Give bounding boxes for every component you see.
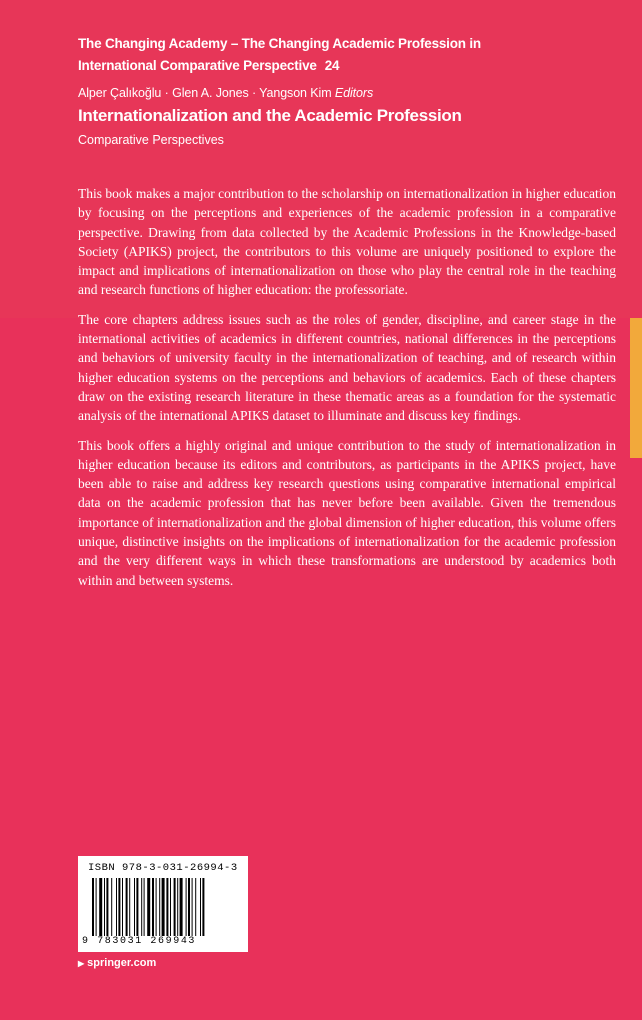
book-title: Internationalization and the Academic Profession — [78, 106, 462, 125]
publisher-url: springer.com — [87, 957, 157, 969]
series-volume: 24 — [324, 58, 340, 73]
spine-accent-bar — [630, 318, 642, 458]
isbn-label: ISBN 978-3-031-26994-3 — [88, 862, 238, 874]
series-line-1: The Changing Academy – The Changing Academic Profession in — [78, 36, 481, 51]
series-line-2-text: International Comparative Perspective — [78, 58, 317, 73]
editors-role: Editors — [334, 86, 374, 100]
book-subtitle: Comparative Perspectives — [78, 133, 224, 147]
editor-names: Alper Çalıkoğlu · Glen A. Jones · Yangson Kim — [78, 86, 332, 100]
series-title — [78, 33, 548, 77]
barcode-icon — [92, 878, 240, 936]
editors-line — [78, 85, 373, 101]
blurb-paragraph-1: This book makes a major contribution to the scholarship on internationalization in higher education by focusing on the perceptions and experiences of the academic profession in a comparative perspective. Drawing from data collected by the Academic Professions in the Knowledge-based Society (APIKS) project, the contributors to this volume are uniquely positioned to explore the impact and implications of internationalization on those who play the central role in the teaching and research functions of higher education: the professoriate. — [78, 186, 616, 298]
barcode-panel — [78, 856, 248, 952]
series-line-2 — [78, 55, 548, 77]
arrow-right-icon: ▶ — [78, 959, 85, 968]
publisher-link[interactable] — [78, 957, 156, 969]
book-blurb — [78, 184, 616, 600]
blurb-paragraph-2: The core chapters address issues such as the roles of gender, discipline, and career stage in the international activities of academics in different countries, national differences in the perceptions and behaviors of university faculty in the internationalization of teaching, and of research within higher education systems on the perceptions and behaviors of academics. Each of these chapters draw on the existing research literature in these thematic areas as a foundation for the systematic analysis of the international APIKS dataset to illuminate and discuss key findings. — [78, 311, 616, 424]
blurb-paragraph-3: This book offers a highly original and unique contribution to the study of internationalization in higher education because its editors and contributors, as participants in the APIKS project, have been able to raise and address key research questions using comparative international empirical data on the academic profession that has never before been available. Given the tremendous importance of internationalization and the global dimension of higher education, this volume offers unique, distinctive insights on the implications of internationalization for the academic profession and the very different ways in which these transformations are understood by academics both within and between systems. — [78, 437, 616, 588]
ean-digits: 9 783031 269943 — [82, 936, 197, 947]
